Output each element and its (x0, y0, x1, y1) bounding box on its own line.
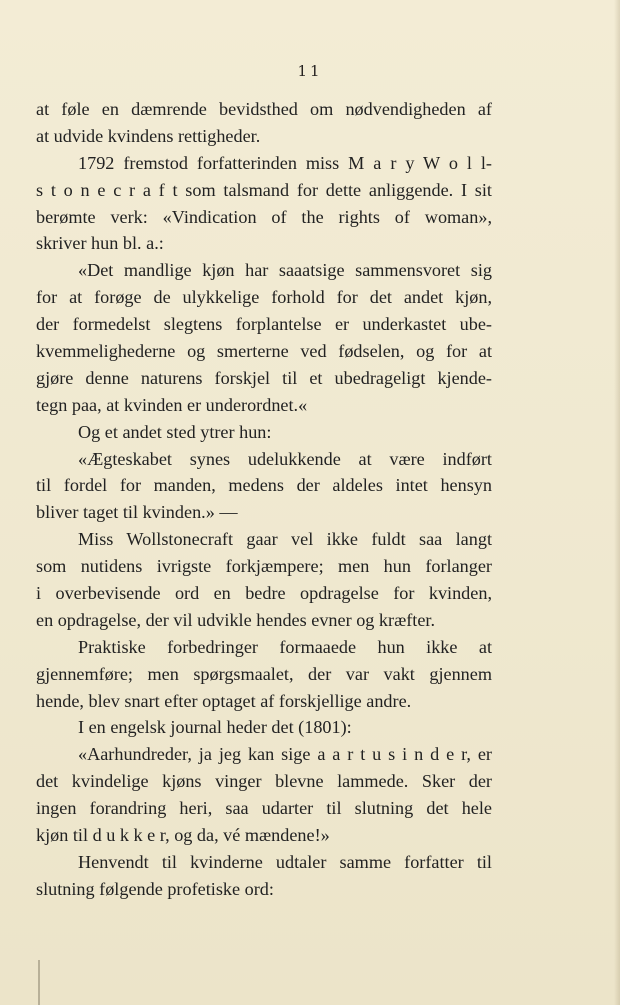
text-line: Henvendt til kvinderne udtaler samme forfatter til (78, 851, 492, 872)
text-line: s t o n e c r a f t som talsmand for dette anliggende. I sit (36, 179, 492, 200)
page-binding-mark (38, 960, 40, 1005)
text-line: Miss Wollstonecraft gaar vel ikke fuldt saa langt (78, 529, 492, 550)
body-text (36, 96, 492, 903)
text-line: Praktiske forbedringer formaaede hun ikke at (78, 636, 492, 657)
page-edge-shadow (614, 0, 620, 1005)
text-line: ingen forandring heri, saa udarter til slutning det hele (36, 798, 492, 819)
text-line: I en engelsk journal heder det (1801): (78, 717, 352, 738)
text-line: der formedelst slegtens forplantelse er underkastet ube- (36, 314, 492, 335)
text-line: Og et andet sted ytrer hun: (78, 421, 272, 442)
text-line: det kvindelige kjøns vinger blevne lammede. Sker der (36, 771, 492, 792)
text-line: som nutidens ivrigste forkjæmpere; men hun forlanger (36, 556, 492, 577)
text-line: kvemmelighederne og smerterne ved fødselen, og for at (36, 341, 492, 362)
text-line: gjøre denne naturens forskjel til et ubedrageligt kjende- (36, 367, 492, 388)
text-line: at føle en dæmrende bevidsthed om nødvendigheden af (36, 99, 492, 119)
page-number: 11 (297, 62, 323, 80)
text-line: til fordel for manden, medens der aldeles intet hensyn (36, 475, 492, 496)
text-line: slutning følgende profetiske ord: (36, 878, 274, 899)
text-line: i overbevisende ord en bedre opdragelse for kvinden, (36, 583, 492, 604)
text-line: bliver taget til kvinden.» — (36, 502, 238, 523)
text-line: hende, blev snart efter optaget af forskjellige andre. (36, 690, 412, 711)
text-line: «Aarhundreder, ja jeg kan sige a a r t u s i n d e r, er (78, 744, 492, 765)
text-line: skriver hun bl. a.: (36, 233, 164, 254)
text-line: kjøn til d u k k e r, og da, vé mændene!» (36, 825, 330, 846)
text-line: «Ægteskabet synes udelukkende at være indført (78, 448, 492, 469)
text-line: tegn paa, at kvinden er underordnet.« (36, 394, 308, 415)
text-line: «Det mandlige kjøn har saaatsige sammensvoret sig (78, 260, 492, 281)
text-line: 1792 fremstod forfatterinden miss M a r y W o l l- (78, 152, 492, 173)
text-line: en opdragelse, der vil udvikle hendes evner og kræfter. (36, 609, 435, 630)
text-line: for at forøge de ulykkelige forhold for det andet kjøn, (36, 287, 492, 308)
text-line: berømte verk: «Vindication of the rights of woman», (36, 206, 492, 227)
text-line: at udvide kvindens rettigheder. (36, 125, 261, 146)
text-line: gjennemføre; men spørgsmaalet, der var vakt gjennem (36, 663, 492, 684)
